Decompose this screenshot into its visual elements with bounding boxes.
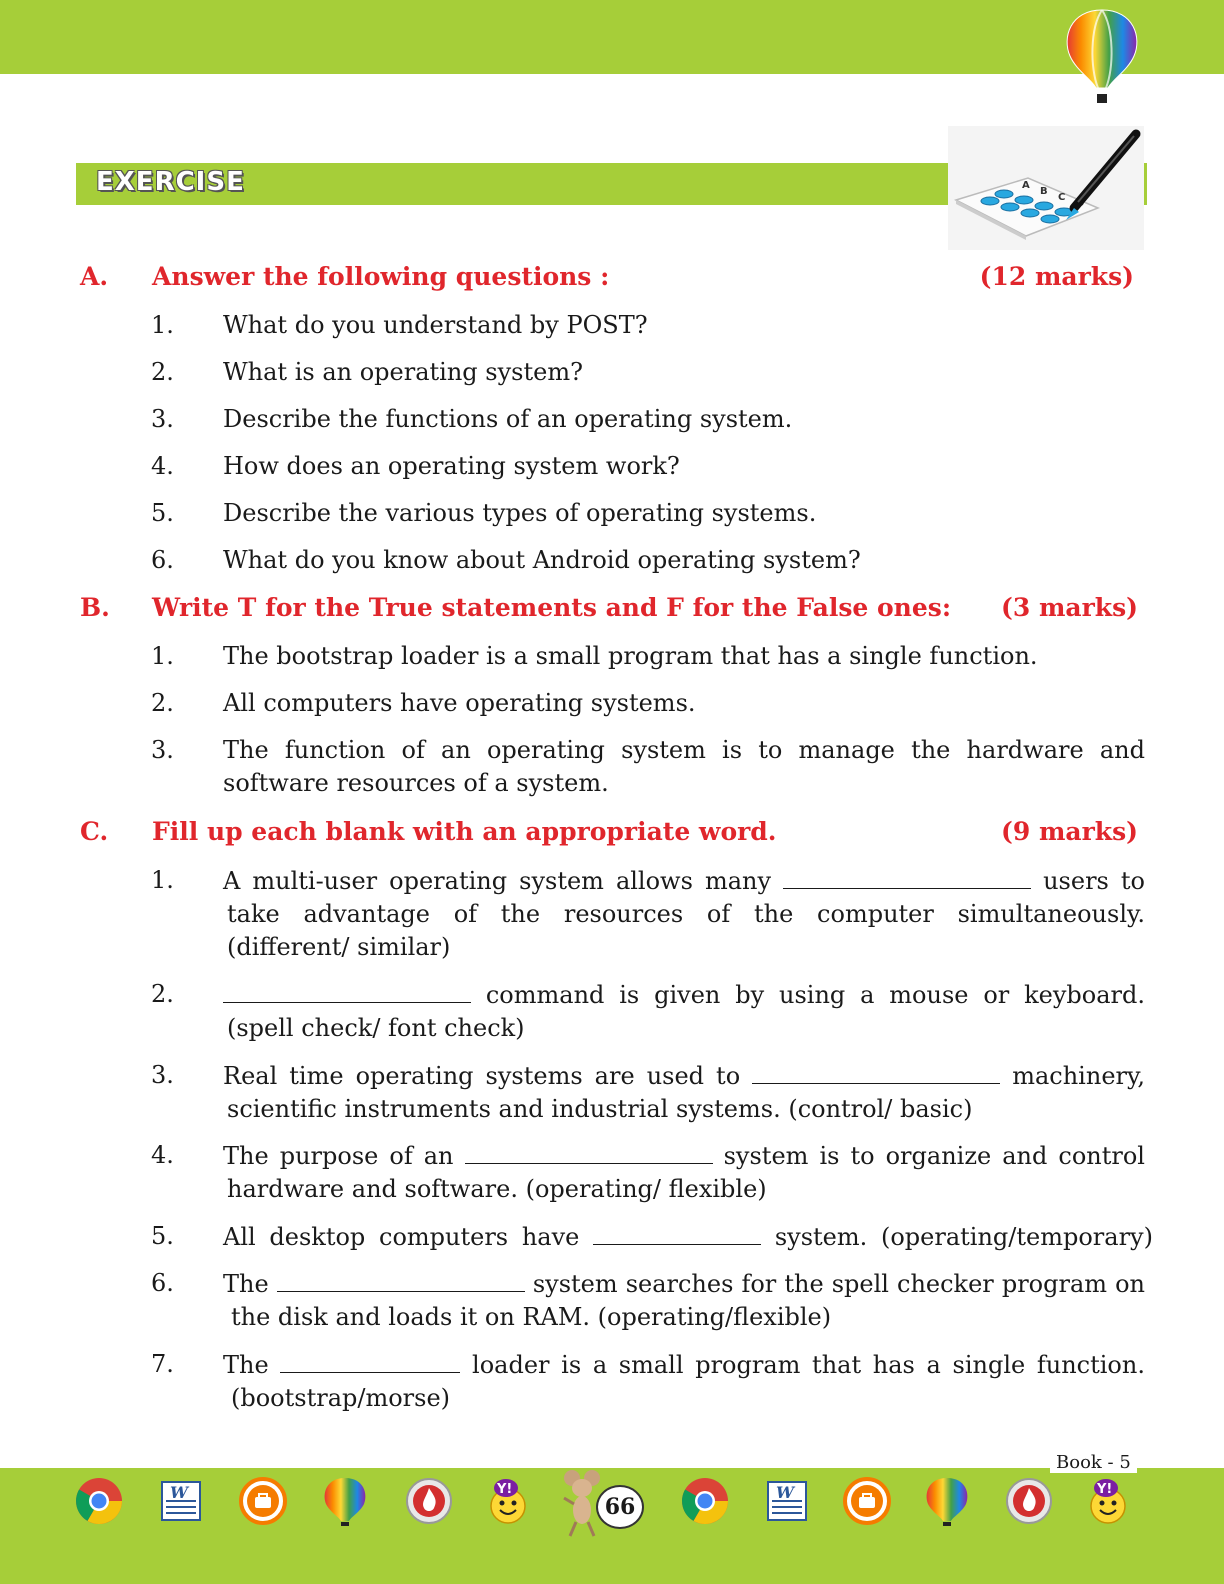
fill-line-1 (223, 864, 1145, 898)
text-before-blank: A multi-user operating system allows many (223, 867, 772, 895)
question-number: 2. (151, 358, 174, 386)
fill-line-1 (223, 1139, 1145, 1173)
text-after-blank: system. (operating/temporary) (774, 1223, 1153, 1251)
hot-air-balloon-icon (922, 1476, 972, 1526)
fill-options: (bootstrap/morse) (231, 1384, 451, 1412)
text-after-blank: loader is a small program that has a single function. (472, 1351, 1145, 1379)
fill-line-2: take advantage of the resources of the computer simultaneously. (227, 900, 1145, 928)
quiz-letter-c: C (1058, 192, 1066, 203)
section-a-heading (80, 262, 1140, 298)
question-text: The bootstrap loader is a small program that has a single function. (223, 642, 1038, 670)
question-number: 7. (151, 1350, 174, 1378)
text-after-blank: system is to organize and control (723, 1142, 1145, 1170)
word-document-icon (156, 1476, 206, 1526)
word-icon-letter: W (170, 1483, 188, 1502)
text-after-blank: users to (1043, 867, 1145, 895)
answer-blank[interactable] (752, 1059, 1000, 1084)
question-number: 6. (151, 1269, 174, 1297)
yahoo-letter: Y! (497, 1482, 513, 1497)
text-before-blank: All desktop computers have (223, 1223, 580, 1251)
section-a-letter: A. (80, 262, 109, 291)
fill-line-1 (223, 1059, 1145, 1093)
question-text: Describe the various types of operating systems. (223, 499, 817, 527)
fill-line-1 (223, 978, 1145, 1012)
answer-blank[interactable] (783, 864, 1031, 889)
answer-blank[interactable] (280, 1348, 460, 1373)
text-before-blank: The (223, 1270, 269, 1298)
question-text (223, 1059, 1145, 1126)
question-number: 6. (151, 546, 174, 574)
text-before-blank: Real time operating systems are used to (223, 1062, 741, 1090)
statement-line-2: software resources of a system. (223, 769, 609, 797)
question-number: 2. (151, 980, 174, 1008)
section-b-title: Write T for the True statements and F for the False ones: (152, 593, 952, 622)
book-label: Book - 5 (1050, 1452, 1137, 1473)
answer-blank[interactable] (465, 1139, 713, 1164)
question-number: 3. (151, 1061, 174, 1089)
answer-blank[interactable] (277, 1267, 525, 1292)
section-a-title: Answer the following questions : (152, 262, 610, 291)
fill-line-2: the disk and loads it on RAM. (operating/flexible) (231, 1303, 832, 1331)
yahoo-letter: Y! (1097, 1482, 1113, 1497)
answer-blank[interactable] (223, 978, 471, 1003)
fill-line-1 (223, 1348, 1145, 1382)
section-c-letter: C. (80, 817, 109, 846)
question-text (223, 734, 1145, 800)
flame-app-icon (404, 1476, 454, 1526)
fill-line-2: hardware and software. (operating/ flexible) (227, 1175, 767, 1203)
quiz-letter-a: A (1022, 180, 1030, 191)
question-text (223, 1220, 1153, 1254)
chrome-icon (74, 1476, 124, 1526)
question-text: Describe the functions of an operating system. (223, 405, 793, 433)
text-before-blank: The purpose of an (223, 1142, 454, 1170)
question-number: 3. (151, 736, 174, 764)
question-text (223, 978, 1145, 1045)
question-text (223, 1348, 1145, 1415)
section-b-heading (80, 593, 1140, 629)
question-text (223, 864, 1145, 964)
question-number: 1. (151, 642, 174, 670)
text-before-blank: The (223, 1351, 269, 1379)
section-b-marks: (3 marks) (1001, 593, 1138, 622)
question-number: 3. (151, 405, 174, 433)
section-c-heading (80, 817, 1140, 853)
exercise-title: EXERCISE (96, 167, 245, 197)
question-text: All computers have operating systems. (223, 689, 696, 717)
question-number: 1. (151, 866, 174, 894)
top-band (0, 0, 1224, 74)
question-text: What is an operating system? (223, 358, 583, 386)
question-number: 5. (151, 1222, 174, 1250)
question-text: What do you know about Android operating system? (223, 546, 861, 574)
fill-line-1 (223, 1267, 1145, 1301)
yahoo-messenger-icon (1086, 1476, 1136, 1526)
answer-sheet-pen-icon (948, 126, 1144, 250)
flame-app-icon (1004, 1476, 1054, 1526)
question-number: 5. (151, 499, 174, 527)
section-c-marks: (9 marks) (1001, 817, 1138, 846)
yahoo-messenger-icon (486, 1476, 536, 1526)
section-c-title: Fill up each blank with an appropriate word. (152, 817, 777, 846)
statement-line-1: The function of an operating system is to manage the hardware and (223, 736, 1145, 764)
fill-options: (different/ similar) (227, 933, 451, 961)
question-number: 1. (151, 311, 174, 339)
text-after-blank: system searches for the spell checker program on (532, 1270, 1145, 1298)
word-icon-letter: W (776, 1483, 794, 1502)
question-text (223, 1139, 1145, 1206)
hot-air-balloon-icon (1062, 8, 1142, 108)
fill-line-2: scientific instruments and industrial systems. (control/ basic) (227, 1095, 973, 1123)
text-after-blank: machinery, (1012, 1062, 1145, 1090)
fill-options: (spell check/ font check) (227, 1014, 525, 1042)
page-number: 66 (596, 1485, 644, 1529)
section-a-marks: (12 marks) (979, 262, 1134, 291)
question-text: How does an operating system work? (223, 452, 680, 480)
section-b-letter: B. (80, 593, 110, 622)
hot-air-balloon-icon (320, 1476, 370, 1526)
text-after-blank: command is given by using a mouse or keyboard. (485, 981, 1145, 1009)
fill-line-1 (223, 1220, 1153, 1254)
briefcase-icon (842, 1476, 892, 1526)
quiz-letter-b: B (1040, 186, 1048, 197)
answer-blank[interactable] (593, 1220, 761, 1245)
question-number: 4. (151, 452, 174, 480)
question-text (223, 1267, 1145, 1334)
question-text: What do you understand by POST? (223, 311, 648, 339)
question-number: 4. (151, 1141, 174, 1169)
briefcase-icon (238, 1476, 288, 1526)
question-number: 2. (151, 689, 174, 717)
word-document-icon (762, 1476, 812, 1526)
chrome-icon (680, 1476, 730, 1526)
